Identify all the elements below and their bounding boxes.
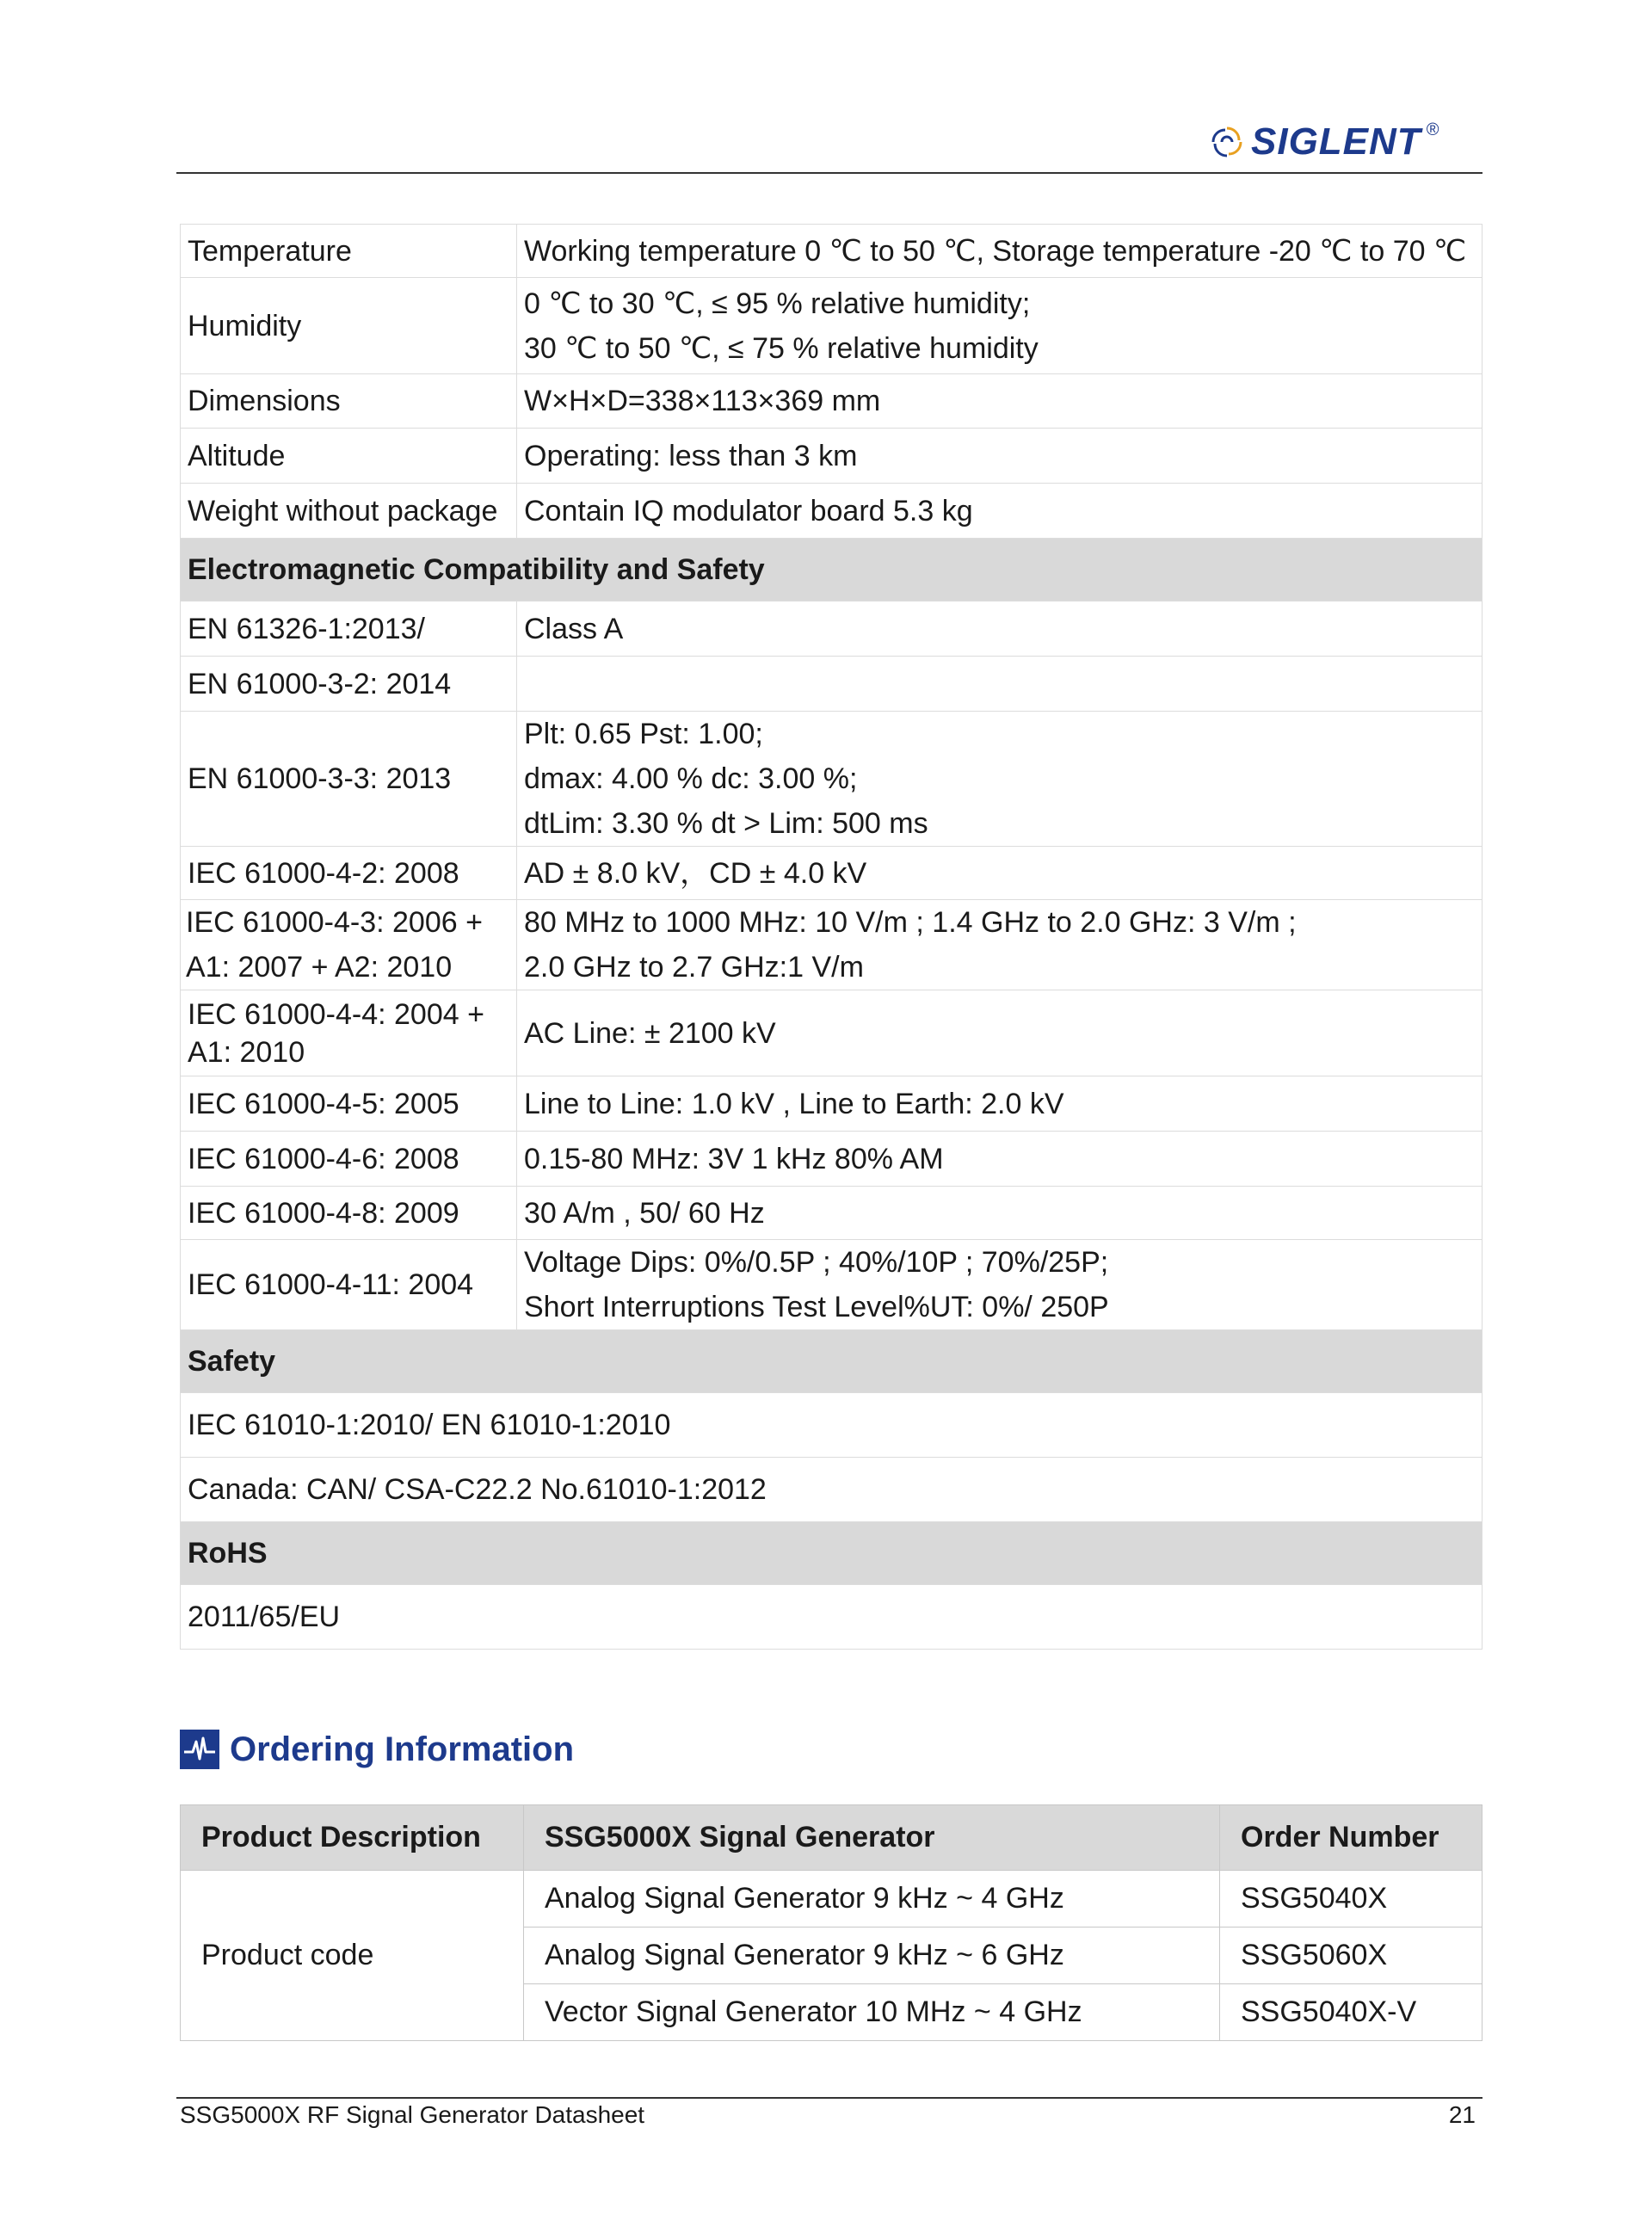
order-number: SSG5040X-V bbox=[1220, 1984, 1482, 2041]
table-row bbox=[181, 1076, 1482, 1132]
table-row bbox=[181, 1871, 1482, 1928]
spec-key: EN 61326-1:2013/ bbox=[181, 601, 517, 657]
ordering-table bbox=[180, 1804, 1482, 2041]
spec-value-line: Plt: 0.65 Pst: 1.00; bbox=[524, 718, 763, 750]
table-row bbox=[181, 657, 1482, 712]
section-title: Safety bbox=[181, 1330, 1482, 1393]
spec-key: IEC 61000-4-2: 2008 bbox=[181, 847, 517, 900]
section-header-safety bbox=[181, 1330, 1482, 1393]
spec-value: Contain IQ modulator board 5.3 kg bbox=[517, 484, 1482, 539]
table-row bbox=[181, 900, 1482, 990]
spec-key bbox=[181, 990, 517, 1076]
spec-key: IEC 61000-4-6: 2008 bbox=[181, 1132, 517, 1187]
spec-value-line: Voltage Dips: 0%/0.5P ; 40%/10P ; 70%/25P; bbox=[524, 1246, 1109, 1279]
spec-value-line: Short Interruptions Test Level%UT: 0%/ 250P bbox=[524, 1291, 1109, 1323]
spec-value-line: dtLim: 3.30 % dt > Lim: 500 ms bbox=[524, 807, 928, 840]
spec-key: IEC 61000-4-8: 2009 bbox=[181, 1187, 517, 1240]
section-header-rohs bbox=[181, 1522, 1482, 1585]
spec-key: EN 61000-3-2: 2014 bbox=[181, 657, 517, 712]
product-description: Analog Signal Generator 9 kHz ~ 4 GHz bbox=[524, 1871, 1220, 1928]
table-row bbox=[181, 1187, 1482, 1240]
spec-key: Dimensions bbox=[181, 374, 517, 429]
spec-key: Weight without package bbox=[181, 484, 517, 539]
spec-value: 0.15-80 MHz: 3V 1 kHz 80% AM bbox=[517, 1132, 1482, 1187]
product-group-label: Product code bbox=[181, 1871, 524, 2041]
spec-value bbox=[517, 1240, 1482, 1330]
logo-registered-mark: ® bbox=[1426, 120, 1439, 139]
section-title: Electromagnetic Compatibility and Safety bbox=[181, 539, 1482, 601]
spec-value: Line to Line: 1.0 kV , Line to Earth: 2.0 kV bbox=[517, 1076, 1482, 1132]
spec-key: Altitude bbox=[181, 429, 517, 484]
spec-key: Humidity bbox=[181, 278, 517, 374]
ordering-heading bbox=[180, 1730, 574, 1769]
spec-value: 2011/65/EU bbox=[181, 1585, 1482, 1650]
spec-value: W×H×D=338×113×369 mm bbox=[517, 374, 1482, 429]
spec-key-line: IEC 61000-4-4: 2004 + bbox=[188, 997, 484, 1031]
table-row bbox=[181, 225, 1482, 278]
spec-key bbox=[181, 900, 517, 990]
column-header: Order Number bbox=[1220, 1805, 1482, 1871]
order-number: SSG5040X bbox=[1220, 1871, 1482, 1928]
table-row bbox=[181, 712, 1482, 847]
table-row bbox=[181, 429, 1482, 484]
siglent-swirl-icon bbox=[1208, 123, 1246, 161]
spec-value-line: 2.0 GHz to 2.7 GHz:1 V/m bbox=[524, 951, 864, 984]
footer-rule bbox=[176, 2097, 1482, 2099]
spec-key-line: A1: 2007 + A2: 2010 bbox=[186, 951, 453, 984]
spec-value: Working temperature 0 ℃ to 50 ℃, Storage temperature -20 ℃ to 70 ℃ bbox=[517, 225, 1482, 278]
spec-value-line: dmax: 4.00 % dc: 3.00 %; bbox=[524, 762, 858, 795]
table-row bbox=[181, 1393, 1482, 1458]
spec-value: IEC 61010-1:2010/ EN 61010-1:2010 bbox=[181, 1393, 1482, 1458]
table-row bbox=[181, 1458, 1482, 1522]
column-header: Product Description bbox=[181, 1805, 524, 1871]
table-row bbox=[181, 1585, 1482, 1650]
spec-table bbox=[180, 224, 1482, 1650]
spec-value bbox=[517, 278, 1482, 374]
product-description: Vector Signal Generator 10 MHz ~ 4 GHz bbox=[524, 1984, 1220, 2041]
table-header-row bbox=[181, 1805, 1482, 1871]
spec-value bbox=[517, 712, 1482, 847]
spec-key: Temperature bbox=[181, 225, 517, 278]
table-row bbox=[181, 484, 1482, 539]
table-row bbox=[181, 278, 1482, 374]
spec-value-line: 80 MHz to 1000 MHz: 10 V/m ; 1.4 GHz to 2.0 GHz: 3 V/m ; bbox=[524, 906, 1297, 939]
waveform-icon bbox=[180, 1730, 219, 1769]
table-row bbox=[181, 990, 1482, 1076]
spec-value: Canada: CAN/ CSA-C22.2 No.61010-1:2012 bbox=[181, 1458, 1482, 1522]
spec-value: AD ± 8.0 kV，CD ± 4.0 kV bbox=[517, 847, 1482, 900]
spec-value-line: 30 ℃ to 50 ℃, ≤ 75 % relative humidity bbox=[524, 331, 1039, 365]
column-header: SSG5000X Signal Generator bbox=[524, 1805, 1220, 1871]
spec-key: IEC 61000-4-5: 2005 bbox=[181, 1076, 517, 1132]
section-header-emc bbox=[181, 539, 1482, 601]
spec-key: IEC 61000-4-11: 2004 bbox=[181, 1240, 517, 1330]
spec-value bbox=[517, 900, 1482, 990]
table-row bbox=[181, 1132, 1482, 1187]
spec-key: EN 61000-3-3: 2013 bbox=[181, 712, 517, 847]
ordering-title: Ordering Information bbox=[230, 1730, 574, 1768]
siglent-logo bbox=[1208, 120, 1439, 163]
spec-value bbox=[517, 657, 1482, 712]
table-row bbox=[181, 1240, 1482, 1330]
table-row bbox=[181, 374, 1482, 429]
product-description: Analog Signal Generator 9 kHz ~ 6 GHz bbox=[524, 1928, 1220, 1984]
spec-value: 30 A/m , 50/ 60 Hz bbox=[517, 1187, 1482, 1240]
spec-value-line: 0 ℃ to 30 ℃, ≤ 95 % relative humidity; bbox=[524, 287, 1031, 320]
table-row bbox=[181, 601, 1482, 657]
footer-document-title: SSG5000X RF Signal Generator Datasheet bbox=[180, 2101, 645, 2128]
spec-value: Class A bbox=[517, 601, 1482, 657]
header-rule bbox=[176, 172, 1482, 174]
section-title: RoHS bbox=[181, 1522, 1482, 1585]
spec-key-line: IEC 61000-4-3: 2006 + bbox=[186, 906, 483, 939]
spec-value: Operating: less than 3 km bbox=[517, 429, 1482, 484]
table-row bbox=[181, 847, 1482, 900]
page-number: 21 bbox=[1448, 2101, 1476, 2128]
logo-text: SIGLENT bbox=[1251, 120, 1421, 163]
spec-value: AC Line: ± 2100 kV bbox=[517, 990, 1482, 1076]
spec-key-line: A1: 2010 bbox=[188, 1035, 305, 1069]
order-number: SSG5060X bbox=[1220, 1928, 1482, 1984]
